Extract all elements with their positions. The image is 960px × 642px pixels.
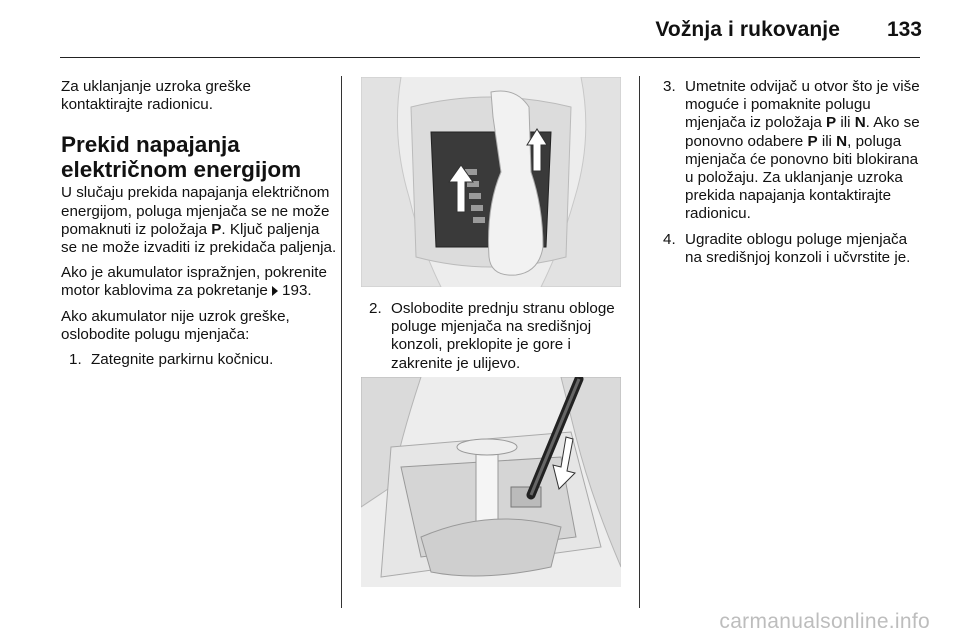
header-rule [60,57,920,58]
column-divider-2 [639,76,640,608]
triangle-right-icon [272,286,278,296]
intro-text: Za uklanjanje uzroka greške kontaktirajte radionicu. [61,78,251,114]
paragraph-power-failure: U slučaju prekida napajanja električnom energijom, poluga mjenjača se ne može pomaknuti iz položaja P. Ključ paljenja se ne može izvaditi iz prekidača paljenja. [61,184,337,257]
watermark: carmanualsonline.info [719,610,930,633]
step-3: 3. Umetnite odvijač u otvor što je više moguće i pomaknite polugu mjenjača iz položaja P ili N. Ako se ponovno odabere P ili N, poluga mjenjača će ponovno biti blokirana u položaju. Za uklanjanje uzroka prekida napajanja kontaktirajte radionicu. [663,78,920,223]
column-divider-1 [341,76,342,608]
screwdriver-illustration [361,377,621,587]
column-3 [663,78,925,267]
paragraph-battery: Ako je akumulator ispražnjen, pokrenite motor kablovima za pokretanje 193. [61,264,327,300]
chapter-title: Vožnja i rukovanje [655,18,840,41]
column-2 [361,300,623,373]
page-reference[interactable]: 193. [282,282,312,300]
step-1: 1. Zategnite parkirnu kočnicu. [69,351,274,369]
step-2: 2. Oslobodite prednju stranu obloge poluge mjenjača na središnjoj konzoli, preklopite je gore i zakrenite je ulijevo. [369,300,615,372]
paragraph-release: Ako akumulator nije uzrok greške, oslobodite polugu mjenjača: [61,307,290,343]
column-1 [61,78,337,369]
gear-lever-illustration [361,77,621,287]
page-number: 133 [886,18,922,41]
step-4: 4. Ugradite oblogu poluge mjenjača na središnjoj konzoli i učvrstite je. [663,230,911,266]
section-heading: Prekid napajanja električnom energijom [61,132,302,183]
